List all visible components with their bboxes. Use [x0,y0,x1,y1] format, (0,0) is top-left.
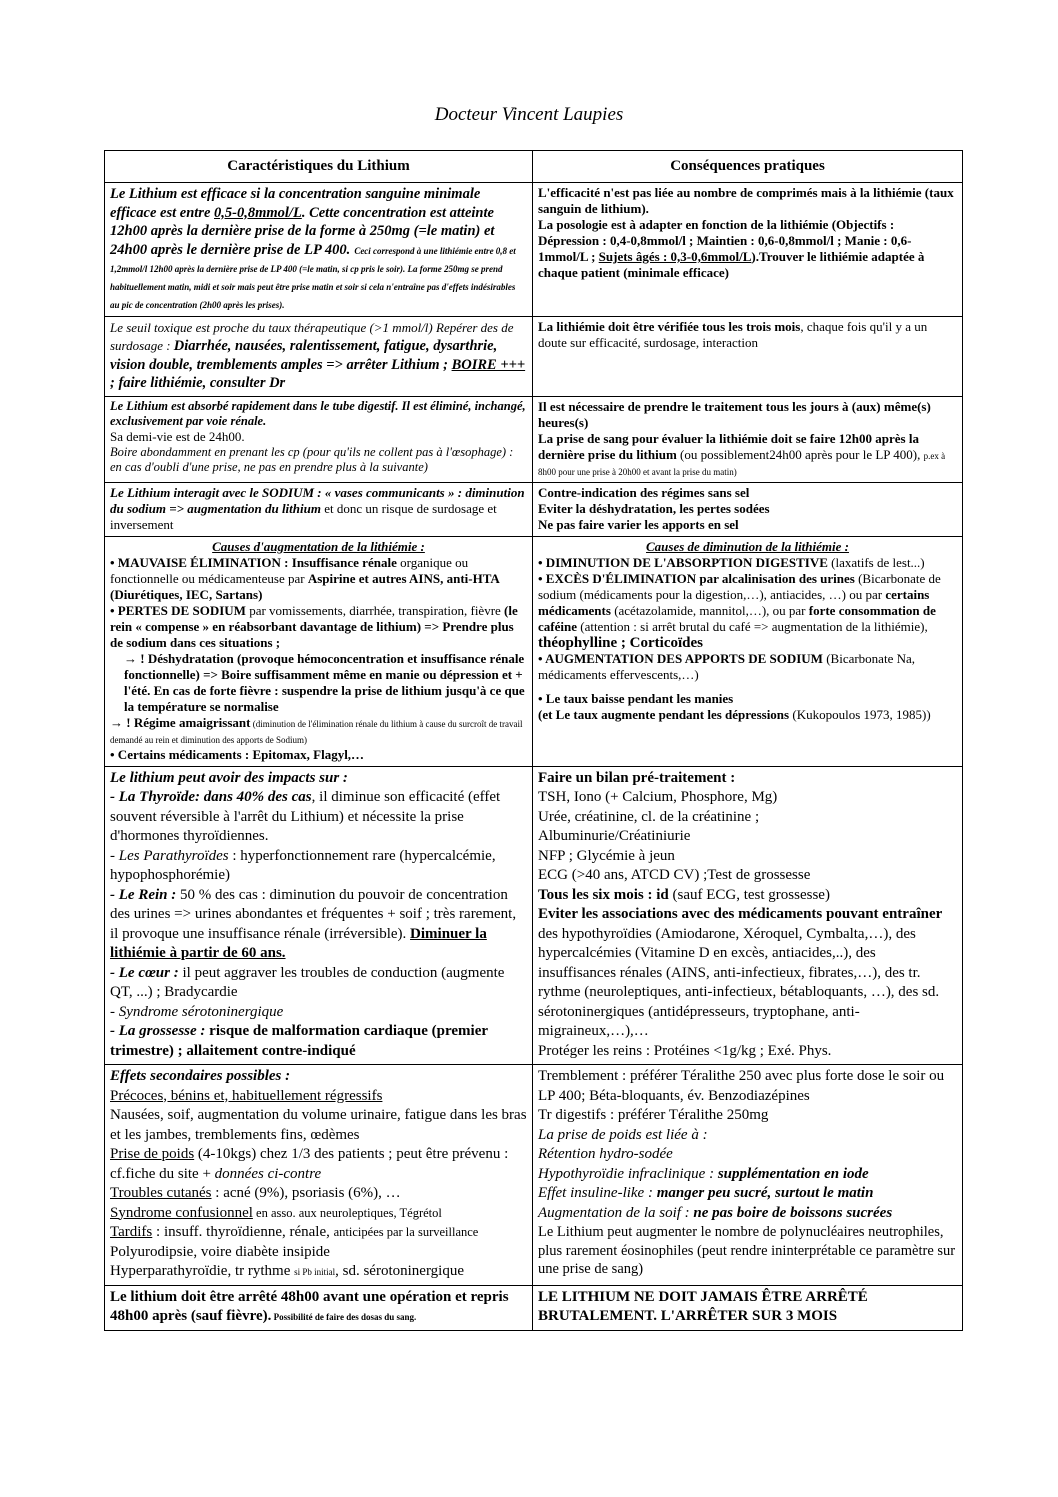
certain-drugs: • Certains médicaments : Epitomax, Flagyl,… [110,746,365,762]
pretreatment-heading: Faire un bilan pré-traitement : [538,769,736,786]
early-effects: Précoces, bénins et, habituellement régressifs [110,1087,383,1104]
thirst-increase: Augmentation de la soif : ne pas boire de boissons sucrées [538,1204,893,1221]
bilan-5: ECG (>40 ans, ATCD CV) ;Test de grossesse [538,867,811,883]
bilan-3: Albuminurie/Créatiniurie [538,828,691,844]
excess-elimination: • EXCÈS D'ÉLIMINATION par alcalinisation des urines (Bicarbonate de sodium (médicaments pour la digestion,…), antiacides, …) ou par certains médicaments (acétazolamide, mannitol,…), ou par forte consommation de caféine (attention : si arrêt brutal du café => augmentation de la lithiémie), théophylline ; Corticoïdes [538,570,941,651]
mania-rate: • Le taux baisse pendant les manies [538,690,734,706]
decrease-causes-heading: Causes de diminution de la lithiémie : [646,538,849,554]
table-row [105,1285,963,1330]
table-row [105,396,963,482]
hypothyroidism-iodine: Hypothyroïdie infraclinique : supplémentation en iode [538,1165,869,1182]
toxic-threshold-text: Le seuil toxique est proche du taux thérapeutique (>1 mmol/l) Repérer des de surdosage : [110,320,514,353]
early-effects-list: Nausées, soif, augmentation du volume urinaire, fatigue dans les bras et les jambes, tremblements fins, œdèmes [110,1107,527,1143]
half-life-text: Sa demi-vie est de 24h00. [110,428,245,444]
cell-absorption-consequences [533,396,963,482]
table-row [105,536,963,766]
toxic-signs: Diarrhée, nausées, ralentissement, fatigue, dysarthrie, vision double, tremblements amples => arrêter Lithium ; BOIRE +++ ; faire lithiémie, consulter Dr [110,338,526,391]
side-effects-heading: Effets secondaires possibles : [110,1068,291,1084]
bilan-6: Tous les six mois : id (sauf ECG, test grossesse) [538,886,830,903]
hyperparathyroidism: Hyperparathyroïdie, tr rythme si Pb initial, sd. sérotoninergique [110,1263,464,1279]
weight-cause-heading: La prise de poids est liée à : [538,1126,708,1143]
table-row [105,1065,963,1286]
table-row [105,766,963,1065]
confusion: Syndrome confusionnel en asso. aux neuroleptiques, Tégrétol [110,1204,442,1221]
table-row [105,317,963,397]
cell-sodium-consequences [533,482,963,536]
sodium-retention: Rétention hydro-sodée [538,1146,673,1162]
heart-impact: - Le cœur : il peut aggraver les troubles de conduction (augmente QT, ...) ; Bradycardie [110,964,505,1000]
reduced-absorption: • DIMINUTION DE L'ABSORPTION DIGESTIVE (laxatifs de lest...) [538,554,925,570]
skin-troubles: Troubles cutanés : acné (9%), psoriasis (6%), … [110,1185,401,1201]
blood-test-timing: La prise de sang pour évaluer la lithiémie doit se faire 12h00 après la dernière prise du lithium (ou possiblement24h00 après pour le LP 400), p.ex à 8h00 pour une prise à 20h00 et avant la prise du matin) [538,430,946,477]
impacts-heading: Le lithium peut avoir des impacts sur : [110,769,348,786]
cell-increase-causes [105,536,533,766]
efficacy-note: Ceci correspond à une lithiémie entre 0,8 et 1,2mmol/l 12h00 après la dernière prise de LP 400 (=le matin, si cp pris le soir). La forme 250mg se prend habituellement matin, midi et soir mais peut être prise matin et soir si cela n'entraîne pas d'effets indésirables au pic de concentration (2h00 après les prises). [110,245,516,310]
thyroid-impact: - La Thyroïde: dans 40% des cas, il diminue son efficacité (effet souvent réversible à l'arrêt du Lithium) et nécessite la prise d'hormones thyroïdiennes. [110,789,501,844]
surgery-stop: Le lithium doit être arrêté 48h00 avant une opération et repris 48h00 après (sauf fièvre). [110,1288,509,1324]
salt-intake: Ne pas faire varier les apports en sel [538,516,739,532]
bilan-7: Eviter les associations avec des médicaments pouvant entraîner des hypothyroïdies (Amiodarone, Xéroquel, Cymbalta,…), des hypercalcémies (Vitamine D en excès, antiacides,..), des insuffisances rénales (AINS, anti-infectieux, fibrates,…), des tr. rythme (neuroleptiques, anti-infectieux, bétabloquants, …), des sd. sérotoninergiques (antidépresseurs, tryptophane, anti-migraineux,…),… [538,906,943,1039]
efficacy-text: Le Lithium est efficace si la concentration sanguine minimale efficace est entre 0,5-0,8mmol/L. Cette concentration est atteinte 12h00 après la dernière prise de la forme à 250mg (=le matin) et 24h00 après le dernière prise de LP 400. [110,186,495,258]
depression-rate: (et Le taux augmente pendant les dépressions (Kukopoulos 1973, 1985)) [538,706,931,722]
poor-elimination: • MAUVAISE ÉLIMINATION : Insuffisance rénale organique ou fonctionnelle ou médicamenteuse par Aspirine et autres AINS, anti-HTA (Diurétiques, IEC, Sartans) [110,554,500,602]
polyurodipsia: Polyurodipsie, voire diabète insipide [110,1243,330,1260]
efficacy-conseq-2: La posologie est à adapter en fonction de la lithiémie (Objectifs : Dépression : 0,4-0,8mmol/l ; Maintien : 0,6-0,8mmol/l ; Manie : 0,6-1mmol/L ; Sujets âgés : 0,3-0,6mmol/L).Trouver le lithiémie adaptée à chaque patient (minimale efficace) [538,217,925,280]
table-row [105,482,963,536]
drink-advice: Boire abondamment en prenant les cp (pour qu'ils ne collent pas à l'œsophage) : en cas d'oubli d'une prise, ne pas en prendre plus à la suivante) [110,444,514,474]
parathyroid-impact: - Les Parathyroïdes : hyperfonctionnement rare (hypercalcémie, hypophosphorémie) [110,847,496,883]
serotonin-syndrome: - Syndrome sérotoninergique [110,1003,284,1020]
digestive-management: Tr digestifs : préférer Téralithe 250mg [538,1107,769,1123]
never-stop-abruptly: LE LITHIUM NE DOIT JAMAIS ÊTRE ARRÊTÉ BRUTALEMENT. L'ARRÊTER SUR 3 MOIS [538,1288,868,1324]
bilan-1: TSH, Iono (+ Calcium, Phosphore, Mg) [538,789,778,805]
dehydration: → ! Déshydratation (provoque hémoconcentration et insuffisance rénale fonctionnelle) => Boire suffisamment même en manie ou dépression et + l'été. En cas de forte fièvre : suspendre la prise de lithium jusqu'à ce que la température se normalise [124,650,525,714]
cell-sodium [105,482,533,536]
sodium-loss: • PERTES DE SODIUM par vomissements, diarrhée, transpiration, fièvre (le rein « compense » en réabsorbant davantage de lithium) => Prendre plus de sodium dans ces situations ; [110,602,518,650]
lithemia-check: La lithiémie doit être vérifiée tous les trois mois [538,319,801,334]
slimming-diet: → ! Régime amaigrissant (diminution de l'élimination rénale du lithium à cause du surcroît de travail demandé au rein et diminution des apports de Sodium) [110,714,523,745]
late-effects: Tardifs : insuff. thyroïdienne, rénale, anticipées par la surveillance [110,1224,479,1240]
weight-gain: Prise de poids (4-10kgs) chez 1/3 des patients ; peut être prévenu : cf.fiche du site + données ci-contre [110,1146,509,1182]
cell-decrease-causes [533,536,963,766]
surgery-note: Possibilité de faire des dosas du sang. [271,1312,417,1322]
insulin-like: Effet insuline-like : manger peu sucré, surtout le matin [538,1185,874,1201]
cell-absorption [105,396,533,482]
header-consequences: Conséquences pratiques [533,151,963,183]
cell-surgery [105,1285,533,1330]
cell-efficacy-consequences [533,183,963,317]
document-author: Docteur Vincent Laupies [434,104,624,125]
table-row [105,183,963,317]
bilan-4: NFP ; Glycémie à jeun [538,847,675,864]
bilan-8: Protéger les reins : Protéines <1g/kg ; Exé. Phys. [538,1042,832,1059]
cell-never-stop [533,1285,963,1330]
salt-diet: Contre-indication des régimes sans sel [538,484,750,500]
cell-toxic-threshold [105,317,533,397]
bilan-2: Urée, créatinine, cl. de la créatinine ; [538,808,760,825]
kidney-impact: - Le Rein : 50 % des cas : diminution du pouvoir de concentration des urines => urines abondantes et fréquentes + soif ; très rarement, il provoque une insuffisance rénale (irréversible). Diminuer la lithiémie à partir de 60 ans. [110,886,517,961]
header-characteristics: Caractéristiques du Lithium [105,151,533,183]
cell-pretreatment [533,766,963,1065]
daily-treatment: Il est nécessaire de prendre le traitement tous les jours à (aux) même(s) heures(s) [538,398,931,430]
increase-causes-heading: Causes d'augmentation de la lithiémie : [212,538,425,554]
pregnancy-impact: - La grossesse : risque de malformation cardiaque (premier trimestre) ; allaitement contre-indiqué [110,1023,488,1059]
efficacy-conseq-1: L'efficacité n'est pas liée au nombre de comprimés mais à la lithiémie (taux sanguin de lithium). [538,185,954,216]
cell-side-effects [105,1065,533,1286]
cell-efficacy [105,183,533,317]
neutrophils: Le Lithium peut augmenter le nombre de polynucléaires neutrophiles, plus rarement éosinophiles (peut rendre ininterprétable ce paramètre sur une prise de sang) [538,1224,956,1277]
cell-side-effects-management [533,1065,963,1286]
sodium-intake-increase: • AUGMENTATION DES APPORTS DE SODIUM (Bicarbonate Na, médicaments effervescents,…) [538,650,915,682]
avoid-dehydration: Eviter la déshydratation, les pertes sodées [538,500,770,516]
absorption-text: Le Lithium est absorbé rapidement dans le tube digestif. Il est éliminé, inchangé, exclusivement par voie rénale. [110,398,526,428]
cell-toxic-consequences [533,317,963,397]
sodium-risk: et donc un risque de surdosage et inversement [110,500,497,532]
sodium-interaction: Le Lithium interagit avec le SODIUM : « vases communicants » : diminution du sodium => augmentation du lithium [110,484,525,516]
lithemia-check-detail: , chaque fois qu'il y a un doute sur efficacité, surdosage, interaction [538,319,928,350]
lithium-table [104,150,963,1331]
table-header-row [105,151,963,183]
cell-impacts [105,766,533,1065]
tremor-management: Tremblement : préférer Téralithe 250 avec plus forte dose le soir ou LP 400; Béta-bloquants, év. Benzodiazépines [538,1068,945,1104]
